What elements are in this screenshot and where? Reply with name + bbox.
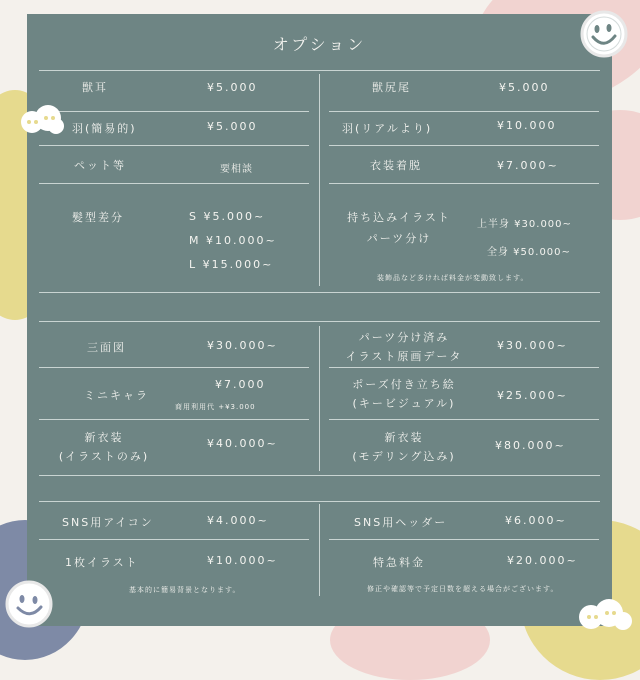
- option-label-parts-done: パーツ分け済み: [358, 331, 450, 344]
- option-label-wing-real: 羽(リアルより): [342, 122, 433, 135]
- column-divider: [319, 504, 320, 596]
- divider: [39, 321, 600, 322]
- option-price-pose-standing: ¥25.000~: [497, 389, 568, 402]
- divider: [329, 419, 599, 420]
- divider: [39, 70, 600, 71]
- option-price-hairstyle-s: S ¥5.000~: [189, 210, 266, 223]
- option-price-wing: ¥5.000: [207, 120, 258, 133]
- column-divider: [319, 74, 320, 286]
- option-label-wing: 羽(簡易的): [72, 122, 137, 135]
- option-price-kemomimi: ¥5.000: [207, 81, 258, 94]
- option-price-new-costume: ¥40.000~: [207, 437, 278, 450]
- divider: [329, 111, 599, 112]
- divider: [39, 367, 309, 368]
- option-price-one-illust: ¥10.000~: [207, 554, 278, 567]
- divider: [39, 501, 600, 502]
- option-price-mini-chara: ¥7.000: [215, 378, 266, 391]
- option-label-costume-change: 衣装着脱: [370, 159, 422, 172]
- divider: [329, 183, 599, 184]
- option-label-bring-illust-sub: パーツ分け: [366, 232, 432, 245]
- option-price-sns-header: ¥6.000~: [505, 514, 567, 527]
- option-panel: [27, 14, 612, 626]
- option-label-sns-header: SNS用ヘッダー: [354, 516, 448, 529]
- option-price-new-costume-model: ¥80.000~: [495, 439, 566, 452]
- option-label-new-costume-model-sub: (モデリング込み): [352, 450, 456, 463]
- note-rush-fee: 修正や確認等で予定日数を超える場合がございます。: [367, 585, 559, 593]
- option-label-kemomimi: 獣耳: [82, 81, 108, 94]
- divider: [39, 111, 309, 112]
- option-price-pet: 要相談: [220, 164, 253, 175]
- option-label-pose-standing: ポーズ付き立ち絵: [352, 378, 456, 391]
- divider: [329, 539, 599, 540]
- option-price-hairstyle-m: M ¥10.000~: [189, 234, 277, 247]
- option-label-pose-standing-sub: (キービジュアル): [352, 397, 456, 410]
- option-price-sns-icon: ¥4.000~: [207, 514, 269, 527]
- smiley-face-icon: [3, 578, 55, 630]
- note-one-illust: 基本的に簡易背景となります。: [129, 586, 241, 594]
- divider: [39, 145, 309, 146]
- divider: [39, 539, 309, 540]
- option-price-rush-fee: ¥20.000~: [507, 554, 578, 567]
- option-label-three-view: 三面図: [87, 341, 126, 354]
- page-title: オプション: [272, 35, 367, 54]
- divider: [39, 419, 309, 420]
- option-label-bring-illust: 持ち込みイラスト: [347, 211, 451, 224]
- option-label-new-costume-model: 新衣装: [384, 431, 424, 444]
- divider: [39, 183, 309, 184]
- option-price-wing-real: ¥10.000: [497, 119, 557, 132]
- option-label-rush-fee: 特急料金: [373, 556, 425, 569]
- column-divider: [319, 326, 320, 471]
- note-bring-illust: 装飾品など多ければ料金が変動致します。: [377, 274, 529, 282]
- option-price-three-view: ¥30.000~: [207, 339, 278, 352]
- option-label-pet: ペット等: [74, 159, 126, 172]
- option-price-kemoshippo: ¥5.000: [499, 81, 550, 94]
- divider: [39, 292, 600, 293]
- cloud-doodle-icon: [575, 595, 635, 635]
- smiley-face-icon: [578, 8, 630, 60]
- option-label-one-illust: 1枚イラスト: [65, 556, 139, 569]
- option-label-kemoshippo: 獣尻尾: [372, 81, 411, 94]
- divider: [329, 367, 599, 368]
- divider: [329, 145, 599, 146]
- option-price-costume-change: ¥7.000~: [497, 159, 559, 172]
- cloud-doodle-icon: [18, 100, 66, 140]
- option-label-new-costume: 新衣装: [84, 431, 124, 444]
- option-price-upper-body: 上半身 ¥30.000~: [477, 219, 572, 230]
- divider: [39, 475, 600, 476]
- option-label-mini-chara: ミニキャラ: [84, 389, 149, 402]
- option-price-full-body: 全身 ¥50.000~: [487, 247, 571, 258]
- option-price-hairstyle-l: L ¥15.000~: [189, 258, 274, 271]
- option-label-new-costume-sub: (イラストのみ): [58, 450, 150, 463]
- option-price-parts-done: ¥30.000~: [497, 339, 568, 352]
- option-label-sns-icon: SNS用アイコン: [62, 516, 154, 529]
- option-label-hairstyle: 髪型差分: [72, 211, 124, 224]
- option-label-parts-done-sub: イラスト原画データ: [345, 350, 463, 363]
- note-mini-chara: 商用利用代 +¥3.000: [175, 403, 256, 411]
